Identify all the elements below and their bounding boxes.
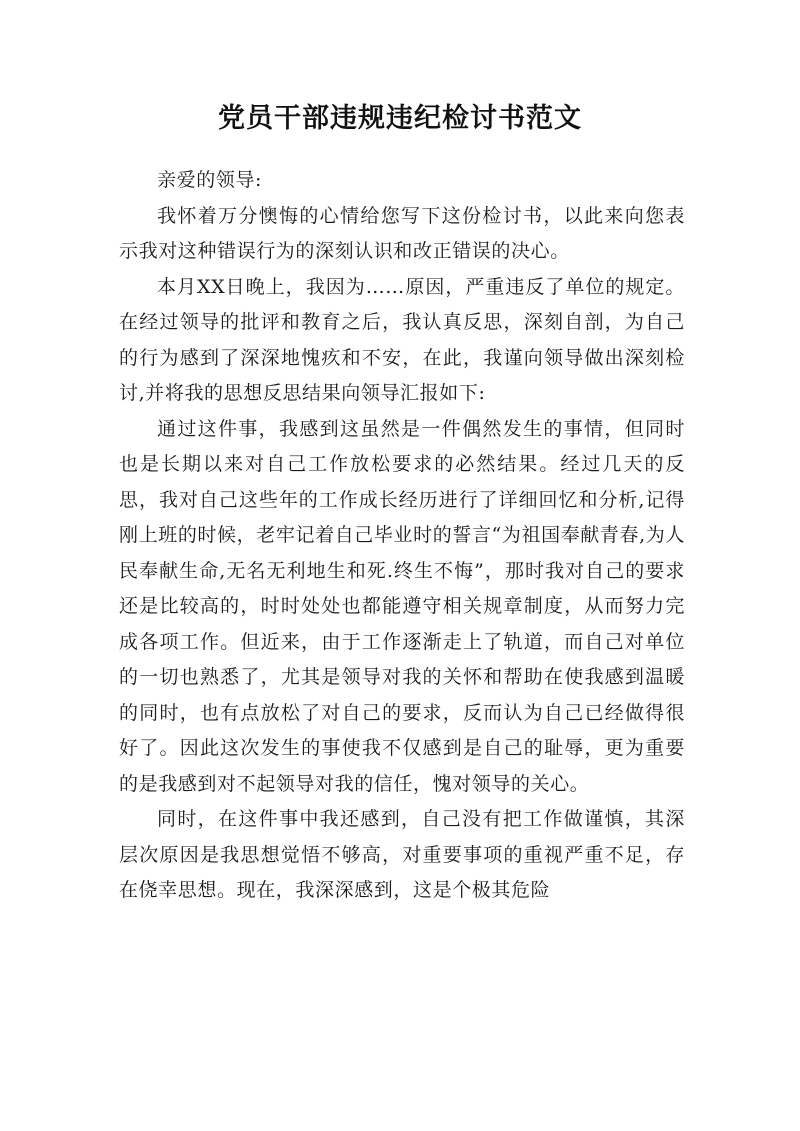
document-title: 党员干部违规违纪检讨书范文 — [218, 103, 582, 134]
paragraph-1: 我怀着万分懊悔的心情给您写下这份检讨书，以此来向您表示我对这种错误行为的深刻认识和改正错误的决心。 — [119, 204, 685, 262]
salutation: 亲爱的领导: — [157, 169, 263, 191]
paragraph-4: 同时，在这件事中我还感到，自己没有把工作做谨慎，其深层次原因是我思想觉悟不够高，对重要事项的重视严重不足，存在侥幸思想。现在，我深深感到，这是个极其危险 — [119, 808, 685, 901]
paragraph-2: 本月XX日晚上，我因为……原因，严重违反了单位的规定。在经过领导的批评和教育之后，我认真反思，深刻自剖，为自己的行为感到了深深地愧疚和不安，在此，我谨向领导做出深刻检讨,并将我的思想反思结果向领导汇报如下: — [119, 275, 685, 404]
document-body — [119, 163, 685, 909]
paragraph-3: 通过这件事，我感到这虽然是一件偶然发生的事情，但同时也是长期以来对自己工作放松要求的必然结果。经过几天的反思，我对自己这些年的工作成长经历进行了详细回忆和分析,记得刚上班的时候，老牢记着自己毕业时的誓言“为祖国奉献青春,为人民奉献生命,无名无利地生和死.终生不悔”，那时我对自己的要求还是比较高的，时时处处也都能遵守相关规章制度，从而努力完成各项工作。但近来，由于工作逐渐走上了轨道，而自己对单位的一切也熟悉了，尤其是领导对我的关怀和帮助在使我感到温暖的同时，也有点放松了对自己的要求，反而认为自己已经做得很好了。因此这次发生的事使我不仅感到是自己的耻辱，更为重要的是我感到对不起领导对我的信任，愧对领导的关心。 — [119, 417, 685, 795]
